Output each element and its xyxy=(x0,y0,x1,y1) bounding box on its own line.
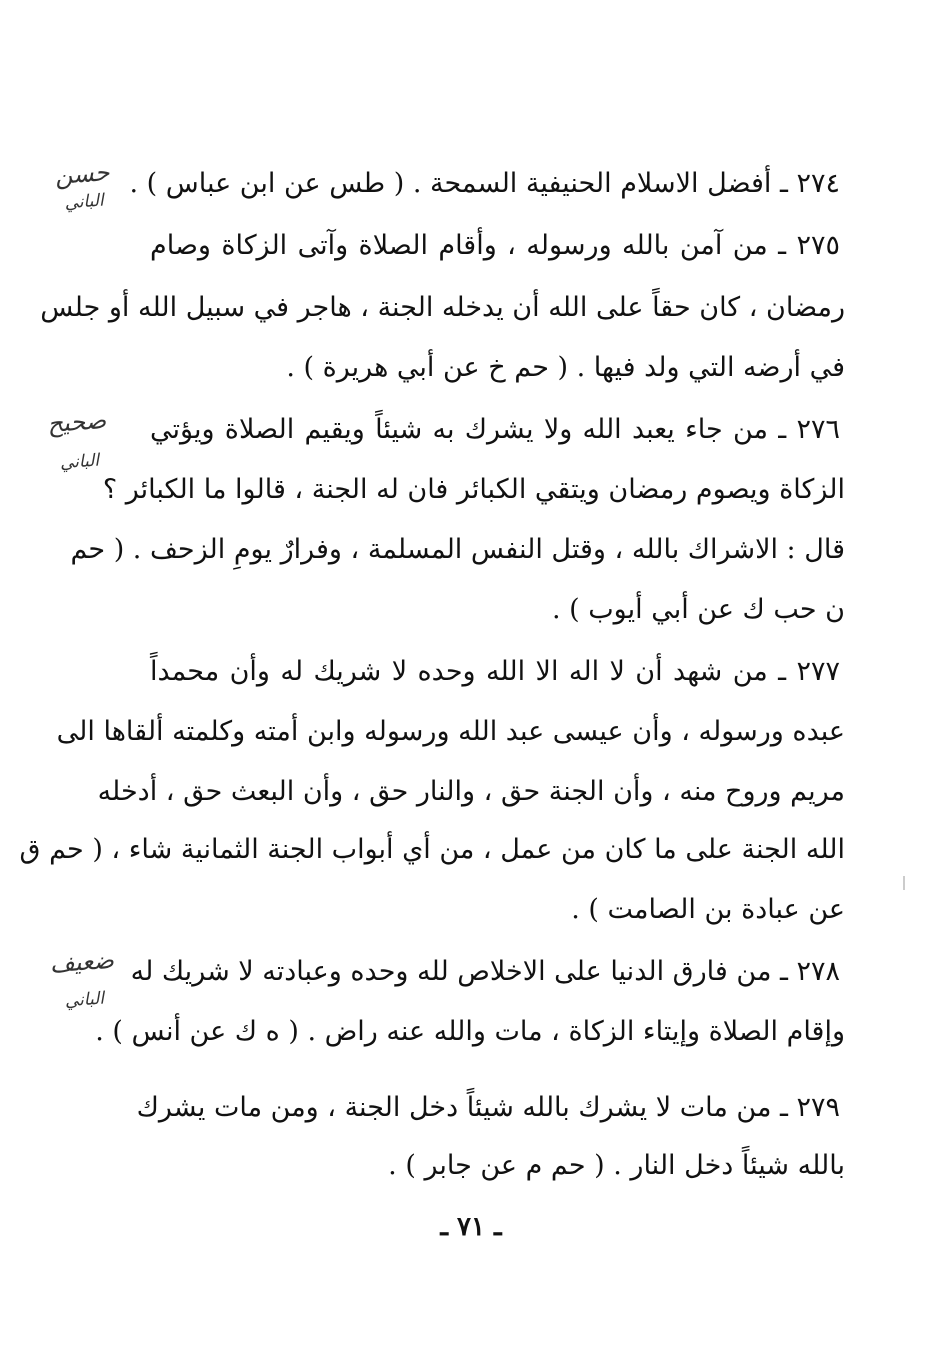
hadith-276-line-3: قال : الاشراك بالله ، وقتل النفس المسلمة ، وفرارٌ يومِ الزحف . ( حم xyxy=(70,534,845,565)
hadith-276-line-4: ن حب ك عن أبي أيوب ) . xyxy=(551,594,845,625)
hadith-278-line-1: ٢٧٨ ـ من فارق الدنيا على الاخلاص لله وحده وعبادته لا شريك له xyxy=(130,956,840,987)
hadith-276-line-2: الزكاة ويصوم رمضان ويتقي الكبائر فان له الجنة ، قالوا ما الكبائر ؟ xyxy=(102,474,845,505)
hadith-278-line-2: وإقام الصلاة وإيتاء الزكاة ، مات والله عنه راض . ( ه ك عن أنس ) . xyxy=(95,1016,845,1047)
margin-note-grade: ضعيف xyxy=(48,945,115,979)
hadith-275-line-3: في أرضه التي ولد فيها . ( حم خ عن أبي هريرة ) . xyxy=(286,352,845,383)
page-number: ـ ٧١ ـ xyxy=(440,1212,502,1242)
margin-note-grade: حسن xyxy=(53,158,111,190)
hadith-277-line-4: الله الجنة على ما كان من عمل ، من أي أبواب الجنة الثمانية شاء ، ( حم ق xyxy=(19,834,845,865)
hadith-276-line-1: ٢٧٦ ـ من جاء يعبد الله ولا يشرك به شيئاً ويقيم الصلاة ويؤتي xyxy=(150,414,840,445)
hadith-277-line-3: مريم وروح منه ، وأن الجنة حق ، والنار حق ، وأن البعث حق ، أدخله xyxy=(97,776,845,807)
margin-note-daif xyxy=(26,944,140,1014)
hadith-277-line-5: عن عبادة بن الصامت ) . xyxy=(571,894,845,925)
margin-note-grade: صحيح xyxy=(46,406,107,439)
hadith-275-line-2: رمضان ، كان حقاً على الله أن يدخله الجنة ، هاجر في سبيل الله أو جلس xyxy=(40,292,845,323)
hadith-275-line-1: ٢٧٥ ـ من آمن بالله ورسوله ، وأقام الصلاة وآتى الزكاة وصام xyxy=(150,230,840,261)
margin-note-hasan xyxy=(26,156,139,216)
hadith-274-line-1: ٢٧٤ ـ أفضل الاسلام الحنيفية السمحة . ( طس عن ابن عباس ) . xyxy=(129,168,840,199)
hadith-279-line-1: ٢٧٩ ـ من مات لا يشرك بالله شيئاً دخل الجنة ، ومن مات يشرك xyxy=(136,1092,840,1123)
margin-note-source: الباني xyxy=(59,450,100,474)
hadith-277-line-2: عبده ورسوله ، وأن عيسى عبد الله ورسوله وابن أمته وكلمته ألقاها الى xyxy=(56,716,845,747)
hadith-279-line-2: بالله شيئاً دخل النار . ( حم م عن جابر ) . xyxy=(388,1150,845,1181)
margin-note-source: الباني xyxy=(64,988,105,1012)
margin-note-source: الباني xyxy=(63,190,105,214)
margin-note-sahih xyxy=(16,404,140,476)
hadith-277-line-1: ٢٧٧ ـ من شهد أن لا اله الا الله وحده لا شريك له وأن محمداً xyxy=(150,656,840,687)
scan-mark xyxy=(903,876,905,890)
